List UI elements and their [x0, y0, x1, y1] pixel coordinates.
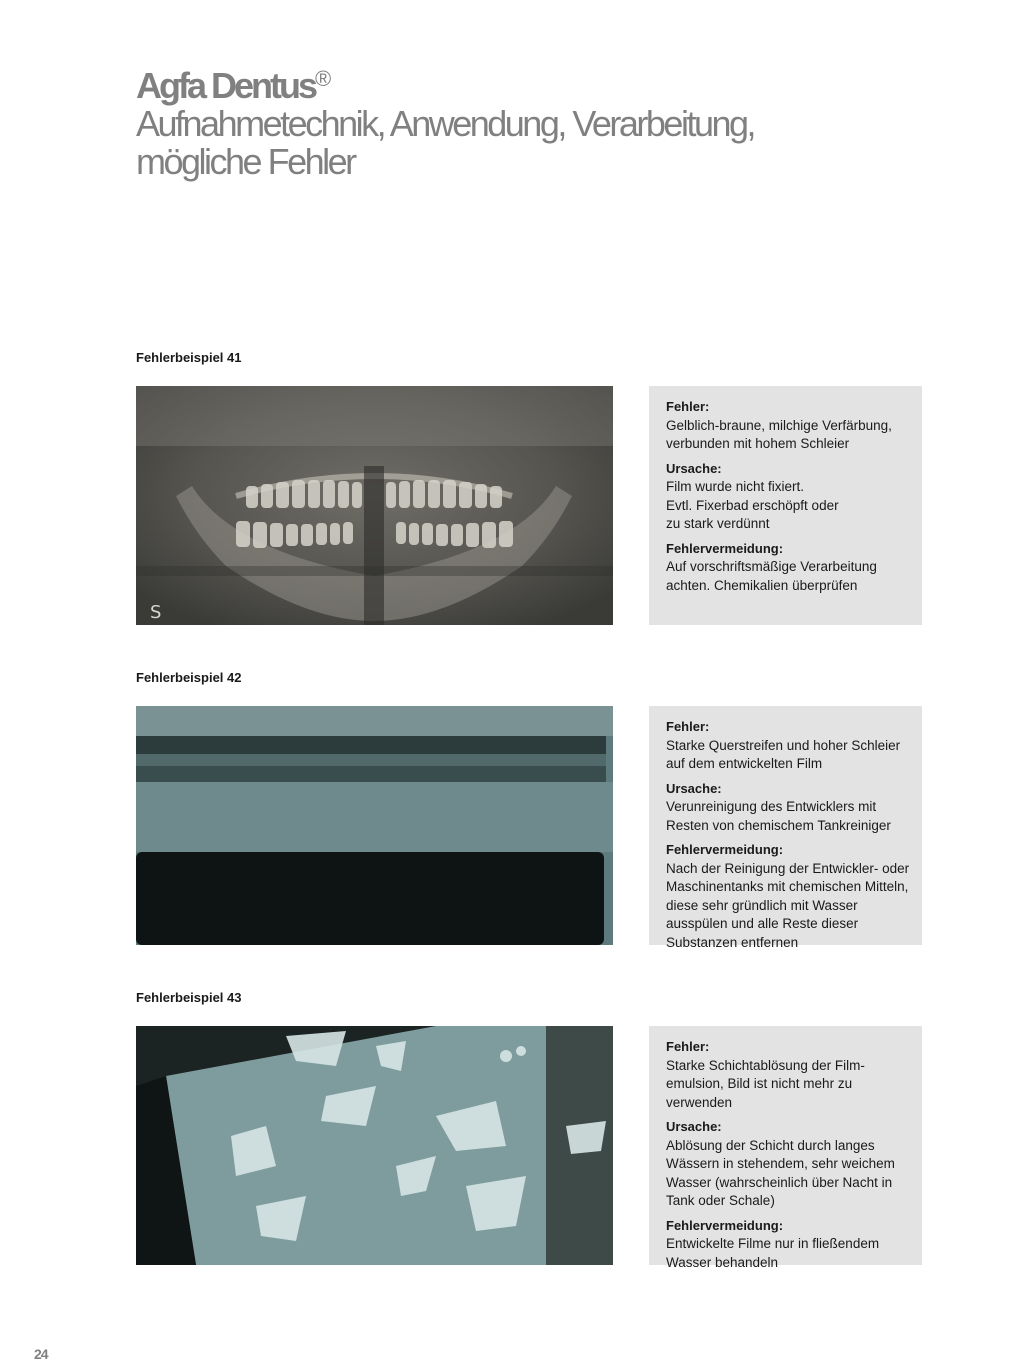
fehler-text: Starke Querstreifen und hoher Schleier auf dem entwickelten Film — [666, 737, 901, 771]
fehler-text: Starke Schichtablösung der Film-emulsion, Bild ist nicht mehr zu verwenden — [666, 1057, 865, 1110]
page-number: 24 — [34, 1346, 48, 1362]
vermeidung-heading: Fehlervermeidung: — [666, 842, 784, 857]
fehler-heading: Fehler: — [666, 719, 710, 734]
ursache-text: Verunreinigung des Entwicklers mit Resten von chemischem Tankreiniger — [666, 799, 891, 833]
ursache-text: Ablösung der Schicht durch langes Wässern in stehendem, sehr weichem Wasser (wahrscheinlich über Nacht in Tank oder Schale) — [666, 1137, 895, 1208]
fehler-text: Gelblich-braune, milchige Verfärbung, verbunden mit hohem Schleier — [666, 417, 892, 451]
fehler-heading: Fehler: — [666, 399, 710, 414]
example-43-info-box — [649, 1026, 922, 1270]
example-42-film-image — [136, 706, 613, 945]
ursache-line: Film wurde nicht fixiert. — [666, 479, 805, 494]
brand-title: Agfa Dentus — [136, 65, 316, 106]
example-41-label: Fehlerbeispiel 41 — [136, 350, 242, 365]
vermeidung-heading: Fehlervermeidung: — [666, 1217, 784, 1233]
vermeidung-text: Entwickelte Filme nur in fließendem Wasser behandeln — [666, 1236, 880, 1270]
page-title — [136, 60, 896, 181]
example-41-xray-image — [136, 386, 613, 625]
example-42-label: Fehlerbeispiel 42 — [136, 670, 242, 685]
ursache-heading: Ursache: — [666, 1119, 722, 1134]
example-43-label: Fehlerbeispiel 43 — [136, 990, 242, 1005]
xray-side-marker: S — [150, 602, 162, 623]
ursache-heading: Ursache: — [666, 780, 722, 796]
ursache-line: Evtl. Fixerbad erschöpft oder — [666, 497, 839, 513]
example-43-film-image — [136, 1026, 613, 1265]
subtitle-line-2: mögliche Fehler — [136, 141, 355, 182]
ursache-heading: Ursache: — [666, 460, 722, 476]
vermeidung-heading: Fehlervermeidung: — [666, 540, 784, 556]
example-41-info-box — [649, 386, 922, 625]
registered-mark: ® — [315, 66, 332, 91]
example-42-info-box — [649, 706, 922, 950]
vermeidung-text: Auf vorschriftsmäßige Verarbeitung achten. Chemikalien überprüfen — [666, 559, 877, 593]
ursache-line: zu stark verdünnt — [666, 516, 770, 531]
vermeidung-text: Nach der Reinigung der Entwickler- oder Maschinentanks mit chemischen Mitteln, diese sehr gründlich mit Wasser ausspülen und alle Reste dieser Substanzen entfernen — [666, 860, 910, 950]
fehler-heading: Fehler: — [666, 1039, 710, 1054]
subtitle-line-1: Aufnahmetechnik, Anwendung, Verarbeitung, — [136, 103, 755, 144]
